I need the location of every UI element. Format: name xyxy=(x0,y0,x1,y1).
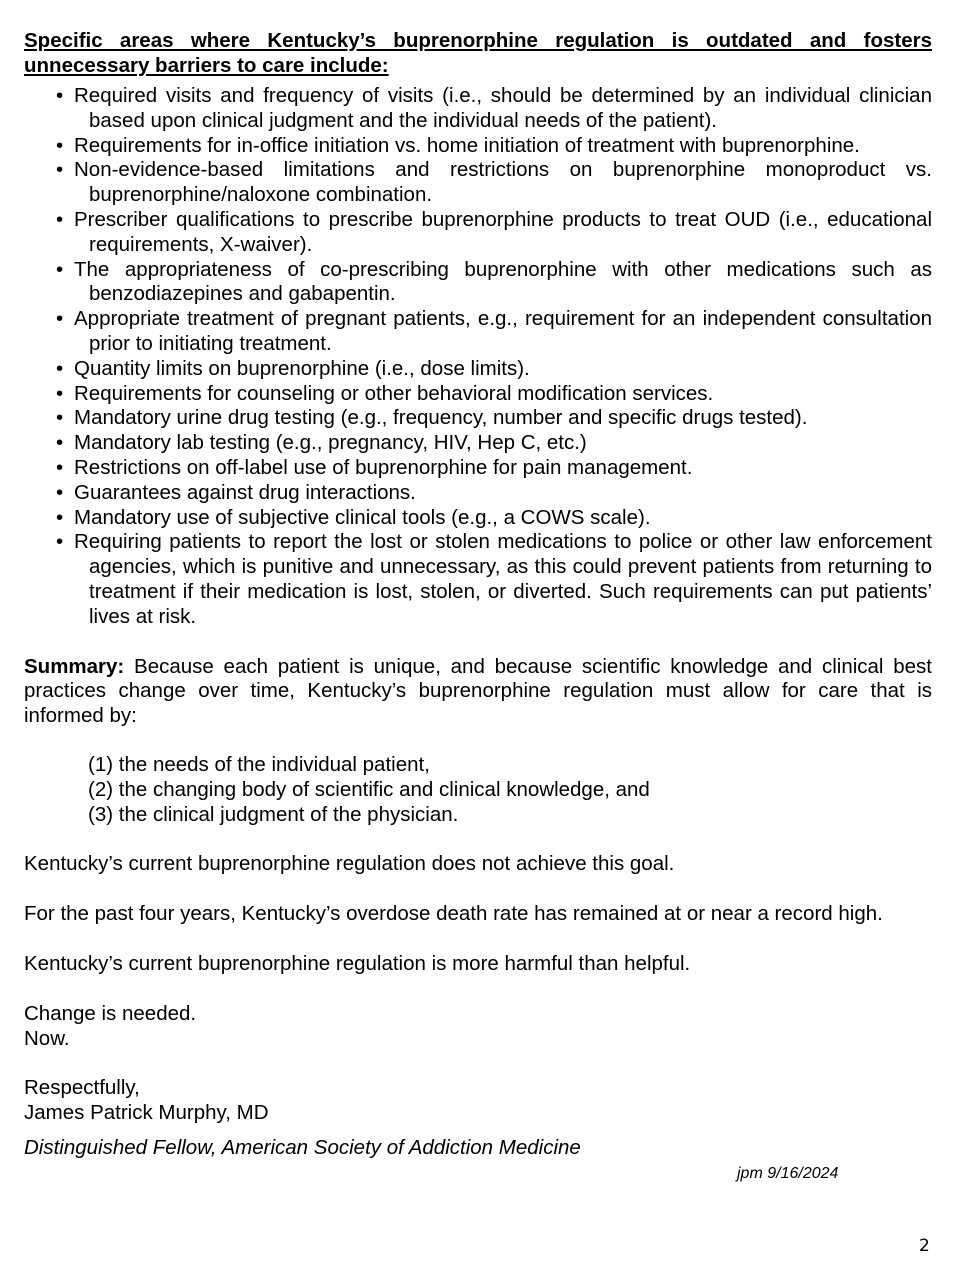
heading-line-1: Specific areas where Kentucky’s buprenorphine regulation is outdated and fosters xyxy=(24,29,932,52)
list-item-text: Restrictions on off-label use of buprenorphine for pain management. xyxy=(74,455,693,479)
bullet-icon: • xyxy=(56,381,64,405)
bullet-icon: • xyxy=(56,133,64,157)
bullet-icon: • xyxy=(56,505,64,529)
list-item-text: Guarantees against drug interactions. xyxy=(74,480,416,504)
bullet-icon: • xyxy=(56,356,64,380)
bullet-icon: • xyxy=(56,480,64,504)
list-item-text: The appropriateness of co-prescribing buprenorphine with other medications such as benzodiazepines and gabapentin. xyxy=(74,257,932,306)
list-item xyxy=(56,258,932,308)
list-item xyxy=(56,307,932,357)
list-item-text: Prescriber qualifications to prescribe buprenorphine products to treat OUD (i.e., educational requirements, X-waiver). xyxy=(74,207,932,256)
page-number: 2 xyxy=(919,1235,930,1256)
list-item xyxy=(56,406,932,431)
closing-line-2: Now. xyxy=(24,1026,70,1050)
bullet-icon: • xyxy=(56,158,64,182)
signer-title: Distinguished Fellow, American Society of Addiction Medicine xyxy=(24,1135,581,1159)
paragraph-harmful: Kentucky’s current buprenorphine regulation is more harmful than helpful. xyxy=(24,951,691,975)
list-item-text: Required visits and frequency of visits (i.e., should be determined by an individual clinician based upon clinical judgment and the individual needs of the patient). xyxy=(74,84,932,132)
list-item-text: Requiring patients to report the lost or stolen medications to police or other law enforcement agencies, which is punitive and unnecessary, as this could prevent patients from returning to treatment if their medication is lost, stolen, or diverted. Such requirements can put patients’ lives at risk. xyxy=(74,530,932,628)
list-item-text: Appropriate treatment of pregnant patients, e.g., requirement for an independent consultation prior to initiating treatment. xyxy=(74,307,932,355)
list-item-text: Mandatory use of subjective clinical tools (e.g., a COWS scale). xyxy=(74,505,651,529)
list-item xyxy=(56,134,932,159)
section-heading xyxy=(24,28,932,78)
bullet-icon: • xyxy=(56,406,64,430)
list-item-text: Mandatory lab testing (e.g., pregnancy, HIV, Hep C, etc.) xyxy=(74,431,587,455)
bullet-icon: • xyxy=(56,431,64,455)
bullet-icon: • xyxy=(56,207,64,231)
list-item xyxy=(56,431,932,456)
barriers-list xyxy=(24,84,932,630)
numbered-item: (3) the clinical judgment of the physician. xyxy=(88,802,459,826)
signature-block xyxy=(24,1076,932,1160)
numbered-item: (2) the changing body of scientific and clinical knowledge, and xyxy=(88,777,650,801)
list-item xyxy=(56,481,932,506)
paragraph-goal: Kentucky’s current buprenorphine regulation does not achieve this goal. xyxy=(24,852,675,876)
list-item xyxy=(56,530,932,629)
datestamp: jpm 9/16/2024 xyxy=(737,1164,839,1182)
summary-text: Because each patient is unique, and because scientific knowledge and clinical best practices change over time, Kentucky’s buprenorphine regulation must allow for care that is informed by: xyxy=(24,654,932,728)
bullet-icon: • xyxy=(56,84,64,107)
list-item-text: Requirements for counseling or other behavioral modification services. xyxy=(74,381,714,405)
salutation: Respectfully, xyxy=(24,1076,140,1100)
bullet-icon: • xyxy=(56,530,64,554)
page-footer xyxy=(0,1164,977,1274)
paragraph-overdose: For the past four years, Kentucky’s overdose death rate has remained at or near a record high. xyxy=(24,902,883,926)
list-item xyxy=(56,208,932,258)
numbered-item: (1) the needs of the individual patient, xyxy=(88,752,430,776)
list-item xyxy=(56,382,932,407)
list-item-text: Non-evidence-based limitations and restrictions on buprenorphine monoproduct vs. buprenorphine/naloxone combination. xyxy=(74,158,932,207)
list-item xyxy=(56,456,932,481)
bullet-icon: • xyxy=(56,257,64,281)
closing-block xyxy=(24,1002,932,1052)
list-item-text: Requirements for in-office initiation vs. home initiation of treatment with buprenorphine. xyxy=(74,133,860,157)
list-item xyxy=(56,158,932,208)
closing-line-1: Change is needed. xyxy=(24,1001,197,1025)
bullet-icon: • xyxy=(56,455,64,479)
summary-paragraph xyxy=(24,655,932,729)
list-item-text: Mandatory urine drug testing (e.g., frequency, number and specific drugs tested). xyxy=(74,406,808,430)
list-item xyxy=(56,357,932,382)
bullet-icon: • xyxy=(56,307,64,331)
list-item xyxy=(56,84,932,134)
numbered-list xyxy=(24,753,932,827)
list-item-text: Quantity limits on buprenorphine (i.e., dose limits). xyxy=(74,356,530,380)
heading-line-2: unnecessary barriers to care include: xyxy=(24,54,389,77)
list-item xyxy=(56,506,932,531)
document-page xyxy=(24,0,932,1160)
summary-label: Summary: xyxy=(24,654,125,678)
signer-name: James Patrick Murphy, MD xyxy=(24,1101,269,1125)
